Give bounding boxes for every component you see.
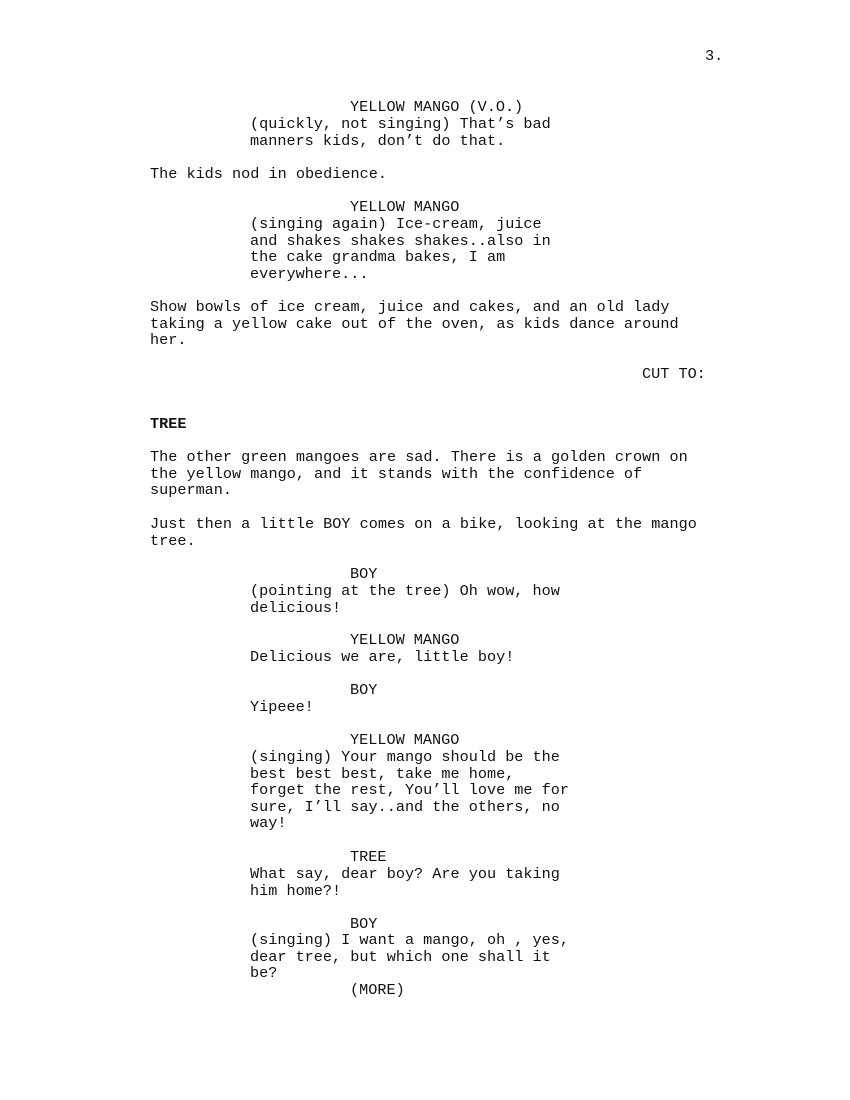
page-number: 3. xyxy=(705,47,724,65)
dialogue: (quickly, not singing) That’s bad manners kids, don’t do that. xyxy=(250,115,551,150)
scene-heading: TREE xyxy=(150,415,187,433)
action-line: Show bowls of ice cream, juice and cakes, and an old lady taking a yellow cake out of the oven, as kids dance around her. xyxy=(150,298,679,350)
dialogue: (singing) I want a mango, oh , yes, dear tree, but which one shall it be? xyxy=(250,931,569,983)
more-marker: (MORE) xyxy=(350,981,405,999)
character-cue: YELLOW MANGO xyxy=(350,731,460,749)
dialogue: (singing again) Ice-cream, juice and shakes shakes shakes..also in the cake grandma bakes, I am everywhere... xyxy=(250,215,551,283)
action-line: Just then a little BOY comes on a bike, looking at the mango tree. xyxy=(150,515,697,550)
character-cue: YELLOW MANGO xyxy=(350,198,460,216)
character-cue: BOY xyxy=(350,565,378,583)
dialogue: (pointing at the tree) Oh wow, how delicious! xyxy=(250,582,560,617)
character-cue: TREE xyxy=(350,848,387,866)
dialogue: Yipeee! xyxy=(250,698,314,716)
dialogue: (singing) Your mango should be the best best best, take me home, forget the rest, You’ll love me for sure, I’ll say..and the others, no way! xyxy=(250,748,569,833)
action-line: The kids nod in obedience. xyxy=(150,165,387,183)
transition: CUT TO: xyxy=(642,365,706,383)
dialogue: Delicious we are, little boy! xyxy=(250,648,515,666)
dialogue: What say, dear boy? Are you taking him home?! xyxy=(250,865,560,900)
character-cue: YELLOW MANGO (V.O.) xyxy=(350,98,524,116)
character-cue: BOY xyxy=(350,681,378,699)
action-line: The other green mangoes are sad. There is a golden crown on the yellow mango, and it stands with the confidence of superman. xyxy=(150,448,688,500)
character-cue: YELLOW MANGO xyxy=(350,631,460,649)
character-cue: BOY xyxy=(350,915,378,933)
